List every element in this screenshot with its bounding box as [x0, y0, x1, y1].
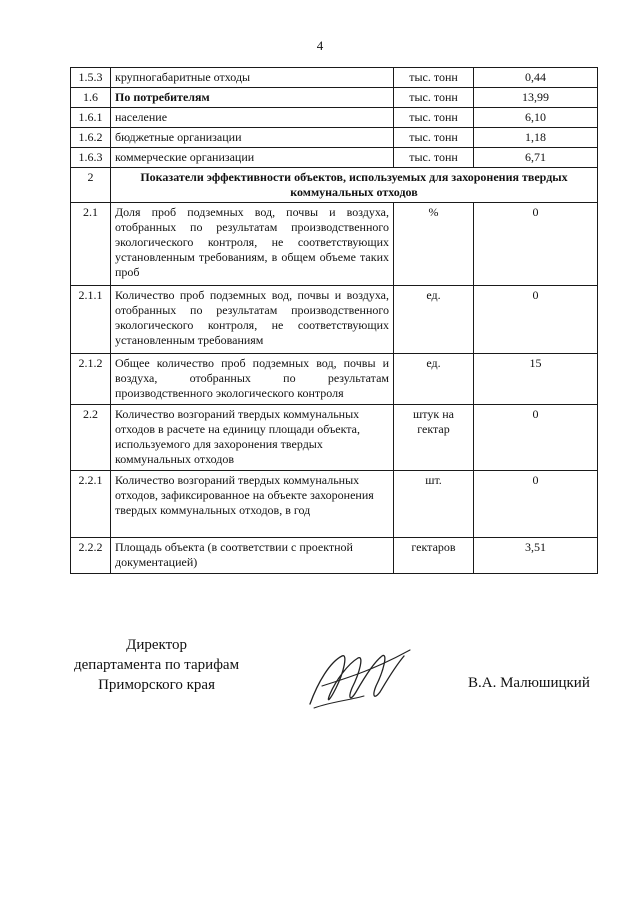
- table-row: [71, 68, 598, 88]
- section-title: Показатели эффективности объектов, используемых для захоронения твердых коммунальных отходов: [111, 168, 598, 203]
- row-name: Количество возгораний твердых коммунальных отходов, зафиксированное на объекте захоронения твердых коммунальных отходов, в год: [111, 471, 394, 538]
- table-row: [71, 148, 598, 168]
- section-number: 2: [71, 168, 111, 203]
- row-name: Доля проб подземных вод, почвы и воздуха, отобранных по результатам производственного экологического контроля, не соответствующих установленным требованиям, в общем объеме таких проб: [111, 203, 394, 286]
- row-value: 0: [474, 471, 598, 538]
- table-row: [71, 88, 598, 108]
- row-number: 1.5.3: [71, 68, 111, 88]
- position-line: Приморского края: [98, 677, 215, 693]
- row-unit: гектаров: [394, 538, 474, 574]
- row-name: Количество проб подземных вод, почвы и воздуха, отобранных по результатам производственного экологического контроля, не соответствующих установленным требованиям: [111, 286, 394, 354]
- row-number: 1.6.3: [71, 148, 111, 168]
- table-row: [71, 538, 598, 574]
- row-unit: тыс. тонн: [394, 88, 474, 108]
- page-number: 4: [316, 38, 324, 53]
- table-row: [71, 405, 598, 471]
- row-number: 2.1.1: [71, 286, 111, 354]
- row-value: 3,51: [474, 538, 598, 574]
- row-name: население: [111, 108, 394, 128]
- row-number: 2.1.2: [71, 354, 111, 405]
- row-value: 0: [474, 405, 598, 471]
- row-value: 6,10: [474, 108, 598, 128]
- row-unit: ед.: [394, 354, 474, 405]
- row-unit: %: [394, 203, 474, 286]
- row-name: Общее количество проб подземных вод, почвы и воздуха, отобранных по результатам производственного экологического контроля: [111, 354, 394, 405]
- table-row: [71, 354, 598, 405]
- row-unit: штук на гектар: [394, 405, 474, 471]
- row-number: 2.2.1: [71, 471, 111, 538]
- table-row: [71, 108, 598, 128]
- row-name: крупногабаритные отходы: [111, 68, 394, 88]
- row-number: 1.6.2: [71, 128, 111, 148]
- row-name: Площадь объекта (в соответствии с проектной документацией): [111, 538, 394, 574]
- row-number: 1.6: [71, 88, 111, 108]
- position-line: департамента по тарифам: [74, 657, 240, 673]
- indicators-table: [70, 67, 598, 574]
- signatory-position: [74, 635, 239, 695]
- row-value: 0: [474, 286, 598, 354]
- row-number: 2.1: [71, 203, 111, 286]
- table-row: [71, 471, 598, 538]
- row-value: 0,44: [474, 68, 598, 88]
- row-name: Количество возгораний твердых коммунальных отходов в расчете на единицу площади объекта, используемого для захоронения твердых коммунальных отходов: [111, 405, 394, 471]
- table-row: [71, 203, 598, 286]
- row-value: 15: [474, 354, 598, 405]
- row-unit: тыс. тонн: [394, 68, 474, 88]
- row-number: 2.2.2: [71, 538, 111, 574]
- row-unit: тыс. тонн: [394, 148, 474, 168]
- section-header-row: [71, 168, 598, 203]
- row-unit: тыс. тонн: [394, 128, 474, 148]
- row-unit: ед.: [394, 286, 474, 354]
- position-line: Директор: [126, 637, 187, 653]
- signatory-name: В.А. Малюшицкий: [468, 675, 590, 691]
- row-unit: шт.: [394, 471, 474, 538]
- row-number: 2.2: [71, 405, 111, 471]
- handwritten-signature: [300, 642, 420, 712]
- row-unit: тыс. тонн: [394, 108, 474, 128]
- table-row: [71, 286, 598, 354]
- row-number: 1.6.1: [71, 108, 111, 128]
- row-value: 6,71: [474, 148, 598, 168]
- row-value: 0: [474, 203, 598, 286]
- row-name: коммерческие организации: [111, 148, 394, 168]
- table-row: [71, 128, 598, 148]
- row-name: бюджетные организации: [111, 128, 394, 148]
- row-name: По потребителям: [111, 88, 394, 108]
- row-value: 13,99: [474, 88, 598, 108]
- row-value: 1,18: [474, 128, 598, 148]
